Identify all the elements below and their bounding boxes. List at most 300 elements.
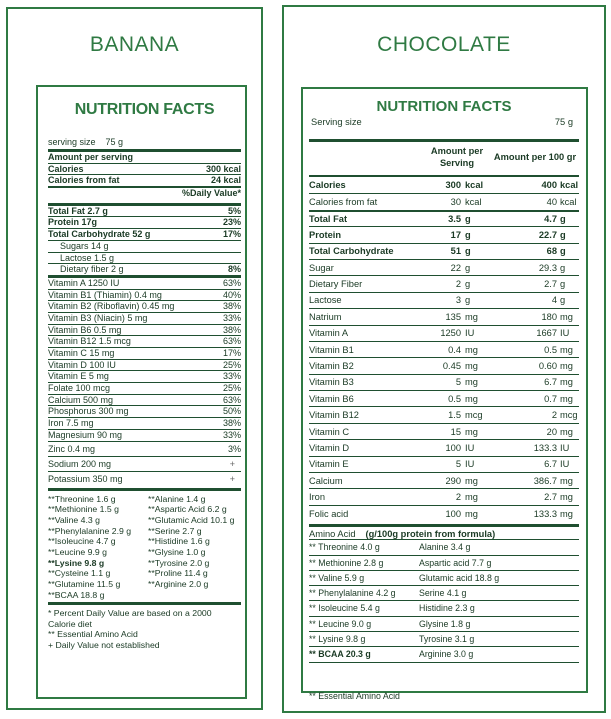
daily-value: 63% [222, 336, 241, 347]
nutrient-label: Vitamin B2 [309, 360, 354, 371]
amount-per-100g [491, 197, 579, 207]
banana-nutrition-label [36, 85, 247, 699]
amount-per-serving [413, 377, 491, 387]
banana-macro-row [48, 229, 241, 240]
daily-value: 38% [222, 418, 241, 429]
nutrient-label: Natrium [309, 311, 342, 322]
chocolate-nutrient-row [309, 193, 579, 209]
amount-per-100g [491, 410, 579, 420]
unit: g [560, 262, 566, 273]
chocolate-nutrient-row [309, 341, 579, 357]
unit: mg [560, 492, 573, 503]
chocolate-serving-label: Serving size [311, 117, 362, 127]
chocolate-amino-acids [309, 539, 579, 661]
amino-acid-item: ** Threonine 4.0 g [309, 539, 419, 554]
amount-per-serving [413, 279, 491, 289]
nutrient-label: Sodium 200 mg [48, 458, 112, 469]
value: 5 [455, 377, 461, 388]
daily-value: 63% [222, 277, 241, 288]
banana-macro-row [48, 217, 241, 228]
unit: IU [560, 459, 570, 470]
amino-acid-item: Histidine 2.3 g [419, 600, 579, 615]
nutrient-label: Folate 100 mcg [48, 383, 111, 394]
amount-per-serving [413, 459, 491, 469]
value: 5 [455, 459, 461, 470]
amount-per-serving [413, 214, 491, 224]
amount-per-100g [491, 279, 579, 289]
amount-per-serving [413, 492, 491, 502]
banana-sub-carbs [48, 241, 241, 275]
unit: g [560, 229, 566, 240]
chocolate-nutrient-row [309, 390, 579, 406]
nutrient-label: Vitamin B3 (Niacin) 5 mg [48, 312, 148, 323]
amino-acid-item: **Leucine 9.9 g [48, 546, 107, 557]
chocolate-nutrient-table [309, 177, 579, 521]
amount-per-serving [413, 295, 491, 305]
banana-micro-row [48, 360, 241, 371]
unit: kcal [560, 197, 577, 208]
banana-calories-row: Calories 300 kcal [48, 163, 241, 174]
nutrient-label: Total Carbohydrate [309, 246, 394, 257]
daily-value: 50% [222, 406, 241, 417]
amount-per-100g [491, 214, 579, 224]
daily-value: 8% [227, 264, 241, 275]
amino-acid-item: **Isoleucine 4.7 g [48, 536, 116, 547]
unit: mcg [465, 410, 483, 421]
banana-micro-row [48, 348, 241, 359]
unit: kcal [560, 180, 579, 191]
unit: mg [465, 492, 478, 503]
daily-value: 38% [222, 324, 241, 335]
amount-per-100g [491, 459, 579, 469]
value: 0.60 [538, 360, 557, 371]
amino-acid-item: Glysine 1.8 g [419, 616, 579, 631]
value: 2 [551, 410, 557, 421]
banana-serving-size [48, 137, 241, 149]
chocolate-nutrient-row [309, 243, 579, 259]
value: 3.5 [448, 213, 461, 224]
banana-subcarb-row [48, 253, 241, 264]
value: 2 [455, 279, 461, 290]
nutrient-label: Potassium 350 mg [48, 473, 123, 484]
nutrient-label: Total Fat 2.7 g [48, 205, 108, 216]
banana-micro-row [48, 395, 241, 406]
daily-value: 17% [222, 348, 241, 358]
value: 290 [445, 475, 461, 486]
unit: mg [560, 311, 573, 322]
banana-micro-row [48, 325, 241, 336]
nutrient-label: Calcium 500 mg [48, 394, 114, 405]
amount-per-serving [413, 361, 491, 371]
unit: g [465, 246, 471, 257]
amino-acid-item: **Glutamic Acid 10.1 g [148, 514, 235, 525]
chocolate-nutrient-row [309, 472, 579, 488]
amino-acid-item: Arginine 3.0 g [419, 646, 579, 661]
amount-per-100g [491, 328, 579, 338]
chocolate-panel [282, 5, 606, 713]
amount-per-serving [413, 312, 491, 322]
amount-per-100g [491, 230, 579, 240]
amount-per-serving [413, 509, 491, 519]
amino-acid-item: ** Methionine 2.8 g [309, 555, 419, 570]
value: 133.3 [533, 508, 557, 519]
footnote-line: * Percent Daily Value are based on a 2000 [48, 608, 212, 619]
unit: IU [560, 328, 570, 339]
nutrient-label: Vitamin E [309, 459, 349, 470]
chocolate-nutrition-label [301, 87, 588, 701]
amino-acid-item: **Methionine 1.5 g [48, 504, 119, 515]
nutrient-label: Vitamin B6 [309, 393, 354, 404]
banana-subcarb-row [48, 264, 241, 275]
chocolate-nutrient-row [309, 423, 579, 439]
unit: mg [465, 426, 478, 437]
chocolate-nutrient-row [309, 292, 579, 308]
amount-per-serving [413, 443, 491, 453]
footnote-line: + Daily Value not established [48, 639, 160, 650]
nutrient-label: Vitamin A [309, 328, 349, 339]
amino-acid-item: ** Valine 5.9 g [309, 570, 419, 585]
value: 135 [445, 311, 461, 322]
nutrient-label: Protein [309, 229, 342, 240]
value: 1667 [536, 328, 557, 339]
unit: mg [560, 377, 573, 388]
nutrient-label: Vitamin B1 [309, 344, 354, 355]
amount-per-100g [491, 443, 579, 453]
value: 30 [450, 197, 461, 208]
amino-acid-item: **BCAA 18.8 g [48, 589, 105, 600]
unit: mg [465, 475, 478, 486]
chocolate-column-headers [309, 142, 579, 172]
chocolate-amino-header: Amino Acid (g/100g protein from formula) [309, 524, 579, 539]
amount-per-serving [413, 180, 491, 190]
chocolate-nutrient-row [309, 439, 579, 455]
amount-per-100g [491, 361, 579, 371]
amino-acid-item: Alanine 3.4 g [419, 539, 579, 554]
value: 1.5 [448, 410, 461, 421]
daily-value: 5% [227, 205, 241, 216]
banana-footnotes [48, 608, 241, 650]
daily-value: 40% [222, 289, 241, 300]
amino-acid-item: **Threonine 1.6 g [48, 493, 116, 504]
value: 0.7 [544, 393, 557, 404]
amino-acid-item: **Alanine 1.4 g [148, 493, 206, 504]
amount-per-serving [413, 197, 491, 207]
daily-value: 33% [222, 429, 241, 440]
unit: IU [560, 442, 570, 453]
value: 2 [455, 492, 461, 503]
amino-acid-item: **Proline 11.4 g [148, 568, 208, 579]
value: 4 [551, 295, 557, 306]
amino-acid-item: **Tyrosine 2.0 g [148, 557, 210, 568]
chocolate-nutrient-row [309, 226, 579, 242]
chocolate-nutrient-row [309, 505, 579, 521]
amount-per-serving [413, 427, 491, 437]
value: 0.4 [448, 344, 461, 355]
nutrient-label: Vitamin E 5 mg [48, 371, 109, 382]
unit: g [560, 279, 566, 290]
amino-acid-item: Glutamic acid 18.8 g [419, 570, 579, 585]
amount-per-100g [491, 492, 579, 502]
banana-nutrition-heading: NUTRITION FACTS [74, 101, 215, 118]
nutrient-label: Sugar [309, 262, 334, 273]
amount-per-100g [491, 377, 579, 387]
value: 2.7 [544, 492, 557, 503]
unit: mg [560, 426, 573, 437]
daily-value: 25% [222, 383, 241, 394]
nutrient-label: Vitamin C 15 mg [48, 348, 115, 358]
nutrient-label: Vitamin B12 1.5 mcg [48, 336, 131, 347]
amino-acid-item: Aspartic acid 7.7 g [419, 555, 579, 570]
daily-value: 33% [222, 371, 241, 382]
amino-acid-item: **Arginine 2.0 g [148, 579, 209, 589]
banana-micro-row [48, 313, 241, 324]
banana-serving-label: serving size [48, 137, 96, 147]
unit: mg [560, 508, 573, 519]
footnote-line: Calorie diet [48, 618, 92, 629]
banana-micro-row [48, 383, 241, 394]
unit: kcal [465, 197, 482, 208]
nutrient-label: Zinc 0.4 mg [48, 443, 96, 454]
chocolate-nutrient-row [309, 177, 579, 193]
unit: g [465, 295, 471, 306]
nutrient-label: Calories from fat [309, 197, 378, 208]
amount-per-serving [413, 263, 491, 273]
unit: mg [465, 344, 478, 355]
amino-acid-item: ** BCAA 20.3 g [309, 646, 419, 661]
banana-micro-row [48, 301, 241, 312]
daily-value: 38% [222, 301, 241, 312]
chocolate-nutrient-row [309, 210, 579, 226]
nutrient-label: Vitamin C [309, 426, 350, 437]
value: 22.7 [538, 229, 557, 240]
unit: g [560, 295, 566, 306]
unit: g [465, 279, 471, 290]
unit: mg [465, 393, 478, 404]
nutrient-label: Vitamin B2 (Riboflavin) 0.45 mg [48, 301, 175, 312]
nutrient-label: Dietary Fiber [309, 279, 363, 290]
nutrient-label: Vitamin D 100 IU [48, 359, 116, 370]
amount-per-100g [491, 263, 579, 273]
amino-acid-item: **Valine 4.3 g [48, 514, 101, 525]
banana-micros [48, 278, 241, 486]
amount-per-100g [491, 295, 579, 305]
amino-acid-item: ** Phenylalanine 4.2 g [309, 585, 419, 600]
amount-per-100g [491, 509, 579, 519]
banana-micro-row [48, 336, 241, 347]
amino-acid-item: **Phenylalanine 2.9 g [48, 525, 132, 536]
banana-micro-row [48, 442, 241, 456]
value: 386.7 [533, 475, 557, 486]
amino-acid-item: ** Leucine 9.0 g [309, 616, 419, 631]
banana-micro-row [48, 418, 241, 429]
value: 22 [450, 262, 461, 273]
amount-per-serving [413, 328, 491, 338]
chocolate-nutrient-row [309, 259, 579, 275]
value: 20 [546, 426, 557, 437]
banana-panel [6, 7, 263, 710]
value: 6.7 [544, 377, 557, 388]
amino-acid-item: **Lysine 9.8 g [48, 557, 105, 568]
value: 1250 [440, 328, 461, 339]
unit: g [465, 229, 471, 240]
amount-per-100g [491, 427, 579, 437]
unit: mg [465, 311, 478, 322]
chocolate-nutrient-row [309, 374, 579, 390]
value: 300 [445, 180, 461, 191]
chocolate-nutrient-row [309, 275, 579, 291]
unit: IU [465, 328, 475, 339]
nutrient-label: Folic acid [309, 508, 349, 519]
amount-per-100g [491, 312, 579, 322]
nutrient-label: Iron [309, 492, 326, 503]
amino-acid-item [148, 590, 241, 601]
nutrient-label: Vitamin B12 [309, 410, 359, 421]
chocolate-serving-size [309, 117, 579, 139]
daily-value: 17% [222, 229, 241, 240]
amount-per-100g [491, 180, 579, 190]
value: 3 [455, 295, 461, 306]
nutrient-label: Calcium [309, 475, 343, 486]
nutrient-label: Iron 7.5 mg [48, 418, 94, 429]
nutrient-label: Vitamin B6 0.5 mg [48, 324, 122, 335]
unit: mg [560, 393, 573, 404]
chocolate-col-per-serving: Amount per Serving [430, 146, 484, 168]
amino-acid-item: Tyrosine 3.1 g [419, 631, 579, 646]
unit: mg [465, 508, 478, 519]
banana-dv-header: %Daily Value* [181, 188, 241, 199]
value: 180 [541, 311, 557, 322]
amino-acid-item: **Serine 2.7 g [148, 525, 202, 536]
unit: mg [560, 360, 573, 371]
amount-per-100g [491, 246, 579, 256]
daily-value: 25% [222, 359, 241, 370]
banana-serving-value: 75 g [105, 137, 124, 147]
banana-amino-acids [48, 494, 241, 601]
amount-per-serving [413, 246, 491, 256]
amount-per-serving [413, 345, 491, 355]
value: 15 [450, 426, 461, 437]
banana-micro-row [48, 472, 241, 486]
nutrient-label: Lactose [309, 295, 342, 306]
value: 100 [445, 442, 461, 453]
value: 4.7 [544, 213, 557, 224]
nutrient-label: Total Carbohydrate 52 g [48, 229, 151, 240]
banana-macros [48, 206, 241, 241]
unit: mg [465, 377, 478, 388]
value: 6.7 [544, 459, 557, 470]
nutrient-label: Calories [309, 180, 346, 191]
value: 400 [541, 180, 557, 191]
value: 29.3 [538, 262, 557, 273]
nutrient-label: Sugars 14 g [60, 240, 109, 251]
banana-amount-per-serving: Amount per serving [48, 152, 134, 162]
unit: IU [465, 459, 475, 470]
chocolate-nutrient-row [309, 308, 579, 324]
chocolate-col-per-100g: Amount per 100 gr [493, 152, 577, 162]
daily-value: 33% [222, 312, 241, 323]
amino-acid-item: Serine 4.1 g [419, 585, 579, 600]
amount-per-100g [491, 345, 579, 355]
amount-per-serving [413, 476, 491, 486]
nutrient-label: Vitamin D [309, 442, 350, 453]
chocolate-nutrient-row [309, 357, 579, 373]
value: 68 [546, 246, 557, 257]
chocolate-nutrient-row [309, 488, 579, 504]
unit: mg [560, 344, 573, 355]
chocolate-nutrient-row [309, 406, 579, 422]
nutrient-label: Total Fat [309, 213, 348, 224]
unit: mcg [560, 410, 578, 421]
daily-value: + [229, 458, 235, 469]
daily-value: 3% [227, 443, 241, 454]
banana-calories-fat-row: Calories from fat 24 kcal [48, 175, 241, 186]
value: 2.7 [544, 279, 557, 290]
value: 133.3 [533, 442, 557, 453]
unit: mg [560, 475, 573, 486]
value: 0.5 [544, 344, 557, 355]
amino-acid-item: **Glutamine 11.5 g [48, 579, 121, 589]
banana-micro-row [48, 371, 241, 382]
amount-per-serving [413, 230, 491, 240]
unit: g [560, 246, 566, 257]
banana-micro-row [48, 290, 241, 301]
nutrient-label: Phosphorus 300 mg [48, 406, 129, 417]
unit: IU [465, 442, 475, 453]
banana-subcarb-row [48, 241, 241, 252]
footnote-line: ** Essential Amino Acid [48, 629, 138, 640]
amino-acid-item: **Aspartic Acid 6.2 g [148, 504, 227, 515]
nutrient-label: Dietary fiber 2 g [60, 264, 124, 275]
nutrient-label: Lactose 1.5 g [60, 252, 115, 263]
nutrient-label: Vitamin B3 [309, 377, 354, 388]
unit: mg [465, 360, 478, 371]
nutrient-label: Vitamin A 1250 IU [48, 277, 120, 288]
amino-acid-item: ** Lysine 9.8 g [309, 631, 419, 646]
value: 0.5 [448, 393, 461, 404]
daily-value: 63% [222, 394, 241, 405]
chocolate-serving-value: 75 g [554, 117, 573, 127]
value: 17 [450, 229, 461, 240]
value: 100 [445, 508, 461, 519]
amino-acid-item: **Glysine 1.0 g [148, 546, 206, 557]
unit: g [465, 213, 471, 224]
chocolate-nutrition-heading: NUTRITION FACTS [376, 98, 512, 115]
chocolate-nutrient-row [309, 456, 579, 472]
daily-value: 23% [222, 217, 241, 228]
amount-per-100g [491, 476, 579, 486]
unit: kcal [465, 180, 484, 191]
value: 51 [450, 246, 461, 257]
value: 40 [546, 197, 557, 208]
chocolate-nutrient-row [309, 325, 579, 341]
banana-micro-row [48, 457, 241, 471]
banana-micro-row [48, 278, 241, 289]
amino-acid-item: **Cysteine 1.1 g [48, 568, 111, 579]
chocolate-footnote: ** Essential Amino Acid [309, 690, 400, 701]
unit: g [465, 262, 471, 273]
value: 0.45 [442, 360, 461, 371]
nutrient-label: Magnesium 90 mg [48, 429, 123, 440]
unit: g [560, 213, 566, 224]
amount-per-serving [413, 410, 491, 420]
chocolate-title: CHOCOLATE [377, 33, 511, 56]
amino-acid-item: ** Isoleucine 5.4 g [309, 600, 419, 615]
daily-value: + [229, 473, 235, 484]
banana-micro-row [48, 430, 241, 441]
amount-per-100g [491, 394, 579, 404]
amino-acid-item: **Histidine 1.6 g [148, 536, 210, 547]
banana-title: BANANA [89, 33, 180, 56]
